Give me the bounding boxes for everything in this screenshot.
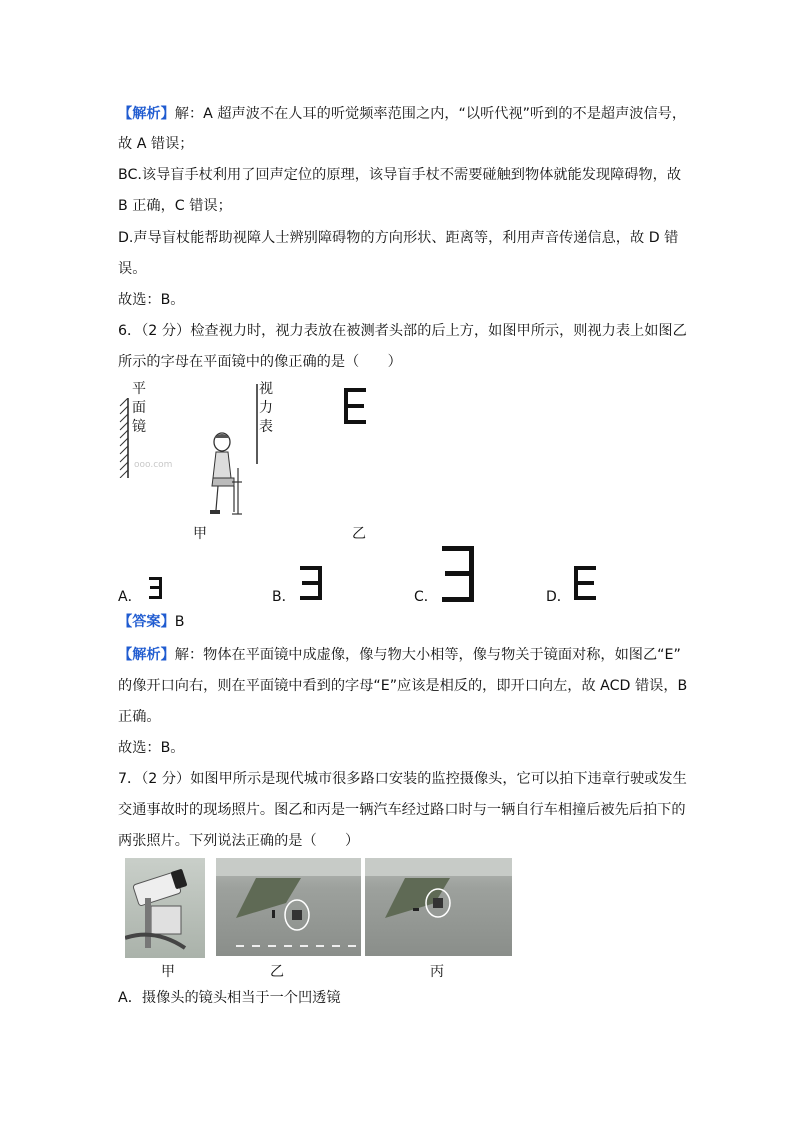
q7-stem-line3: 两张照片。下列说法正确的是（ ） [118, 833, 360, 849]
q6-option-a[interactable]: A． [118, 589, 142, 605]
q6-option-b[interactable]: B． [272, 589, 296, 605]
q6-analysis-line3: 正确。 [118, 709, 161, 725]
fig-caption-jia: 甲 [193, 526, 207, 542]
eye-chart-stand [255, 384, 259, 464]
option-b-reversed-e [300, 566, 324, 600]
q5-analysis-line3: BC.该导盲手杖利用了回声定位的原理，该导盲手杖不需要碰触到物体就能发现障碍物，故 [118, 167, 682, 183]
photo-intersection-first [216, 858, 361, 956]
q6-analysis-line2: 的像开口向右，则在平面镜中看到的字母“E”应该是相反的，即开口向左，故 ACD 错误，B [118, 678, 688, 694]
photo-intersection-second [365, 858, 512, 956]
q6-analysis-line1: 【解析】解：物体在平面镜中成虚像，像与物大小相等，像与物关于镜面对称，如图乙“E” [118, 647, 681, 663]
camera-icon [125, 858, 205, 958]
q5-choice: 故选：B。 [118, 292, 185, 308]
q6-option-c[interactable]: C． [414, 589, 438, 605]
q6-option-d[interactable]: D． [546, 589, 571, 605]
option-d-letter-e [574, 566, 598, 600]
photo-caption-jia: 甲 [161, 964, 175, 980]
q6-figure-yi [268, 378, 370, 518]
q6-stem-line1: 6．（2 分）检查视力时，视力表放在被测者头部的后上方，如图甲所示，则视力表上如图乙 [118, 323, 687, 339]
analysis-tag: 【解析】 [118, 106, 175, 122]
answer-tag: 【答案】 [118, 614, 175, 630]
q5-analysis-line6: 误。 [118, 261, 147, 277]
analysis-tag: 【解析】 [118, 647, 175, 663]
mirror-hatch [118, 398, 130, 478]
street-scene [216, 858, 361, 956]
mirror-label: 平 面 镜 [132, 381, 146, 435]
seated-person-illustration [198, 428, 248, 518]
q6-answer: 【答案】B [118, 614, 185, 630]
option-c-reversed-e-large [442, 546, 476, 602]
q5-analysis-line2: 故 A 错误； [118, 136, 194, 152]
watermark: ooo.com [134, 460, 173, 470]
fig-caption-yi: 乙 [352, 526, 366, 542]
q7-stem-line1: 7．（2 分）如图甲所示是现代城市很多路口安装的监控摄像头，它可以拍下违章行驶或发生 [118, 771, 687, 787]
photo-caption-yi: 乙 [270, 964, 284, 980]
q6-choice: 故选：B。 [118, 740, 185, 756]
q5-analysis-line1: 【解析】解：A 超声波不在人耳的听觉频率范围之内，“以听代视”听到的不是超声波信号， [118, 106, 687, 122]
street-scene [365, 858, 512, 956]
option-a-reversed-e-small [148, 577, 164, 599]
photo-surveillance-camera [125, 858, 205, 958]
q7-option-a[interactable]: A．摄像头的镜头相当于一个凹透镜 [118, 990, 341, 1006]
letter-e-original [344, 388, 368, 428]
q6-stem-line2: 所示的字母在平面镜中的像正确的是（ ） [118, 354, 402, 370]
photo-caption-bing: 丙 [430, 964, 444, 980]
q6-figure-jia [118, 378, 273, 518]
q5-analysis-line5: D.声导盲杖能帮助视障人士辨别障碍物的方向形状、距离等，利用声音传递信息，故 D 错 [118, 230, 679, 246]
q7-stem-line2: 交通事故时的现场照片。图乙和丙是一辆汽车经过路口时与一辆自行车相撞后被先后拍下的 [118, 802, 686, 818]
eye-chart-label: 视 力 表 [259, 381, 273, 435]
q5-analysis-line4: B 正确，C 错误； [118, 198, 232, 214]
